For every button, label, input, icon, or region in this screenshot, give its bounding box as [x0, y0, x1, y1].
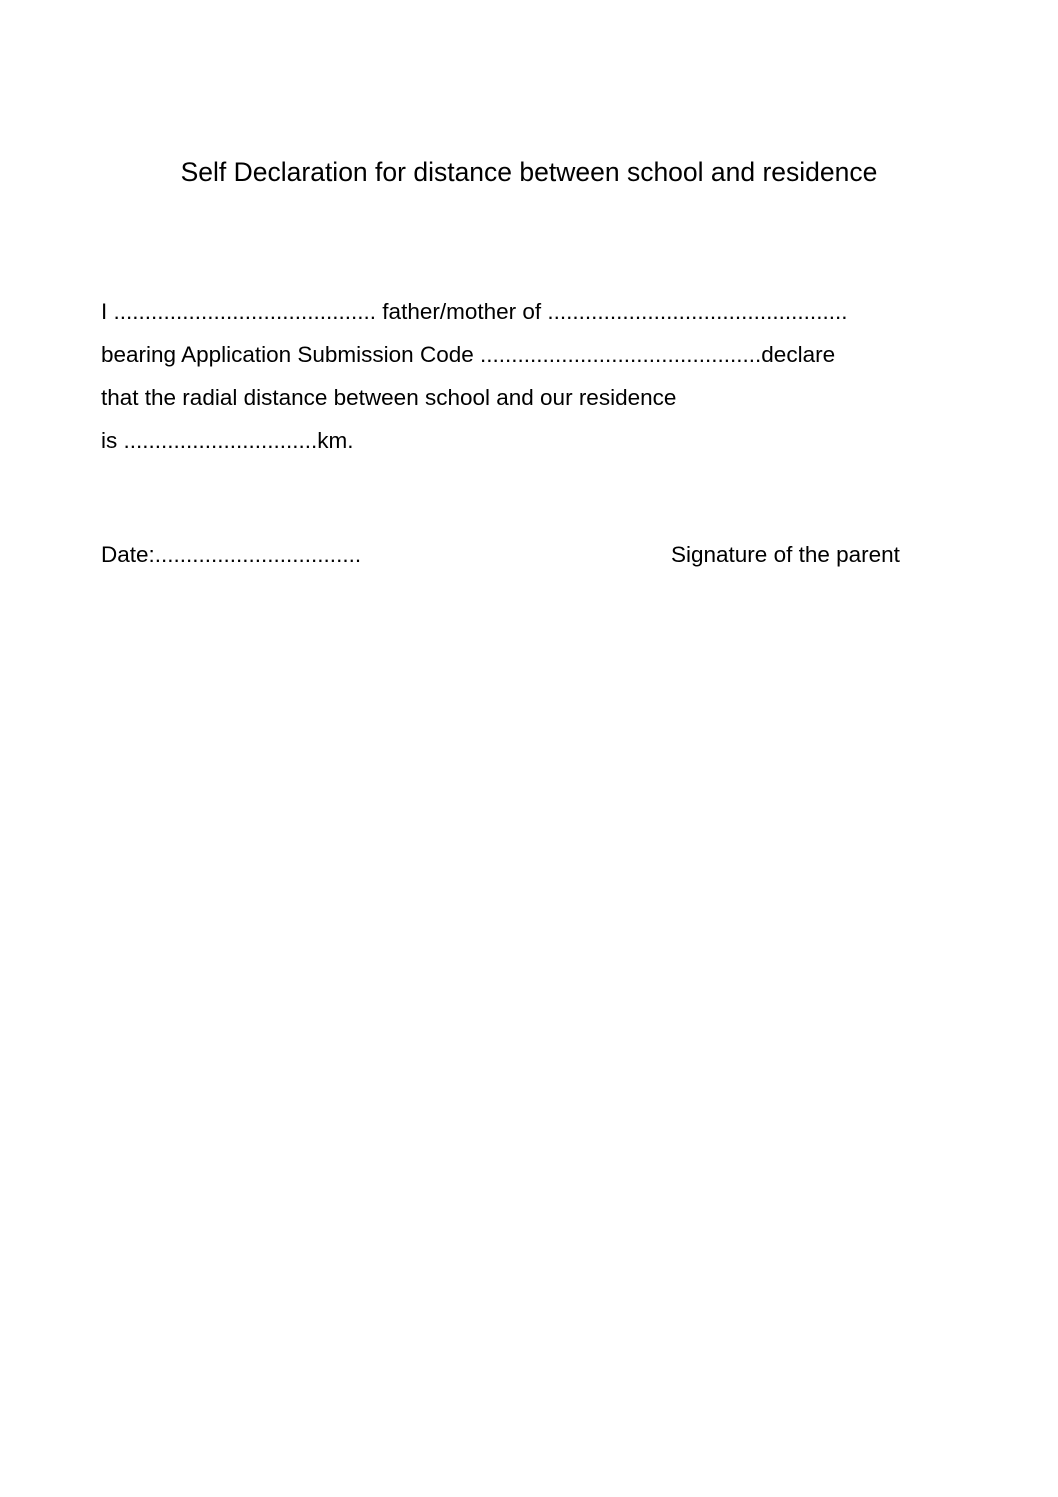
- date-field: Date:.................................: [101, 542, 362, 567]
- declaration-line-1: I .......................................... father/mother of ................................................: [101, 299, 848, 324]
- document-title: Self Declaration for distance between school and residence: [180, 157, 878, 187]
- declaration-line-2: bearing Application Submission Code .............................................declare: [101, 342, 836, 367]
- declaration-line-4: is ...............................km.: [101, 428, 354, 453]
- signature-label: Signature of the parent: [671, 542, 900, 567]
- declaration-line-3: that the radial distance between school and our residence: [101, 385, 677, 410]
